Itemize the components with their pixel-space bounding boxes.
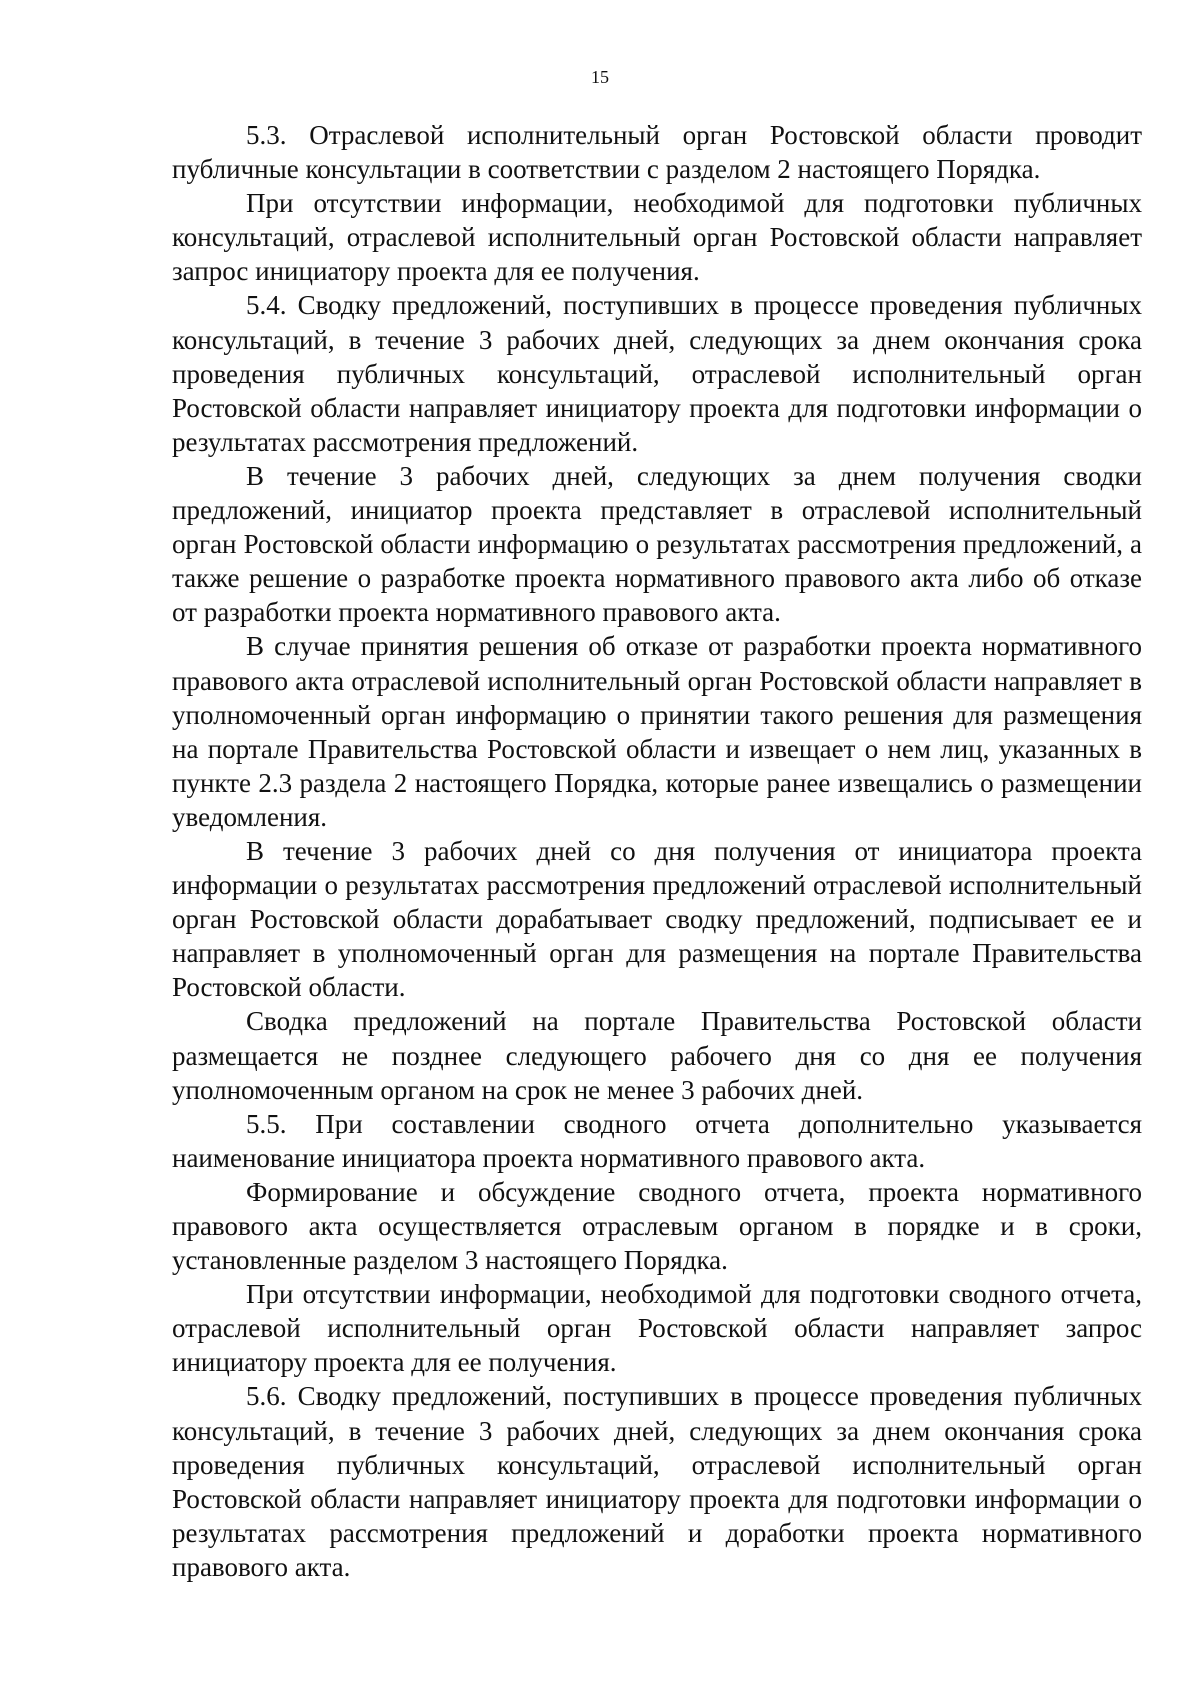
paragraph-missing-info-report: При отсутствии информации, необходимой для подготовки сводного отчета, отраслевой исполнительный орган Ростовской области направляет запрос инициатору проекта для ее получения. <box>172 1279 1142 1378</box>
page-number: 15 <box>591 67 609 87</box>
paragraph-5-4: 5.4. Сводку предложений, поступивших в процессе проведения публичных консультаций, в течение 3 рабочих дней, следующих за днем окончания срока проведения публичных консультаций, отраслевой исполнительный орган Ростовской области направляет инициатору проекта для подготовки информации о результатах рассмотрения предложений. <box>172 290 1142 457</box>
paragraph-refusal-case: В случае принятия решения об отказе от разработки проекта нормативного правового акта отраслевой исполнительный орган Ростовской области направляет в уполномоченный орган информацию о принятии такого решения для размещения на портале Правительства Ростовской области и извещает о нем лиц, указанных в пункте 2.3 раздела 2 настоящего Порядка, которые ранее извещались о размещении уведомления. <box>172 631 1142 832</box>
paragraph-summary-publication: Сводка предложений на портале Правительства Ростовской области размещается не позднее следующего рабочего дня со дня ее получения уполномоченным органом на срок не менее 3 рабочих дней. <box>172 1006 1142 1105</box>
paragraph-report-discussion: Формирование и обсуждение сводного отчета, проекта нормативного правового акта осуществляется отраслевым органом в порядке и в сроки, установленные разделом 3 настоящего Порядка. <box>172 1176 1142 1276</box>
paragraph-5-3: 5.3. Отраслевой исполнительный орган Ростовской области проводит публичные консультации в соответствии с разделом 2 настоящего Порядка. <box>172 120 1142 185</box>
paragraph-5-6: 5.6. Сводку предложений, поступивших в процессе проведения публичных консультаций, в течение 3 рабочих дней, следующих за днем окончания срока проведения публичных консультаций, отраслевой исполнительный орган Ростовской области направляет инициатору проекта для подготовки информации о результатах рассмотрения предложений и доработки проекта нормативного правового акта. <box>172 1381 1142 1582</box>
paragraph-initiator-response: В течение 3 рабочих дней, следующих за днем получения сводки предложений, инициатор проекта представляет в отраслевой исполнительный орган Ростовской области информацию о результатах рассмотрения предложений, а также решение о разработке проекта нормативного правового акта либо об отказе от разработки проекта нормативного правового акта. <box>172 460 1142 628</box>
paragraph-5-5: 5.5. При составлении сводного отчета дополнительно указывается наименование инициатора проекта нормативного правового акта. <box>172 1108 1142 1173</box>
document-body <box>172 118 1142 1584</box>
paragraph-missing-info-public-consultations: При отсутствии информации, необходимой для подготовки публичных консультаций, отраслевой исполнительный орган Ростовской области направляет запрос инициатору проекта для ее получения. <box>172 188 1142 287</box>
paragraph-summary-revision: В течение 3 рабочих дней со дня получения от инициатора проекта информации о результатах рассмотрения предложений отраслевой исполнительный орган Ростовской области дорабатывает сводку предложений, подписывает ее и направляет в уполномоченный орган для размещения на портале Правительства Ростовской области. <box>172 835 1142 1003</box>
